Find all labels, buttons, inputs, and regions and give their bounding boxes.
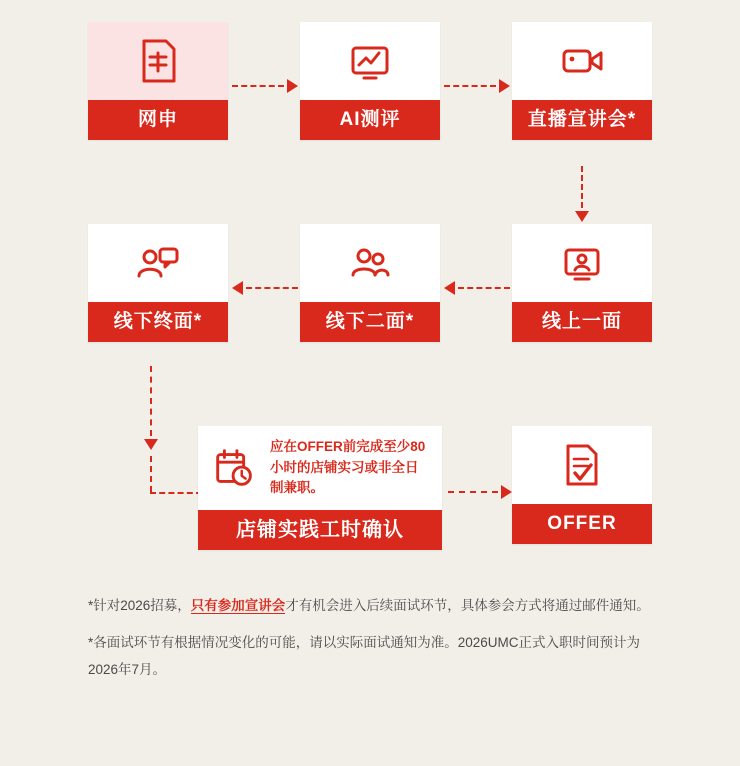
person-chat-icon xyxy=(88,224,228,302)
arrow-practice-to-offer xyxy=(448,486,512,498)
flow-node-offer[interactable] xyxy=(512,426,652,544)
flow-node-label: 店铺实践工时确认 xyxy=(198,510,442,550)
online-interview-icon xyxy=(512,224,652,302)
footnote-2-text: *各面试环节有根据情况变化的可能，请以实际面试通知为准。2026UMC正式入职时间预计为2026年7月。 xyxy=(88,635,641,677)
store-practice-note: 应在OFFER前完成至少80小时的店铺实习或非全日制兼职。 xyxy=(270,438,426,496)
video-camera-icon xyxy=(512,22,652,100)
document-icon xyxy=(88,22,228,100)
calendar-clock-icon xyxy=(210,443,260,493)
arrow-livestream-to-online-interview xyxy=(576,166,588,222)
footnote-1 xyxy=(88,592,654,619)
flow-node-store-practice-hours[interactable] xyxy=(198,426,442,550)
arrow-ai-to-livestream xyxy=(444,80,510,92)
chart-monitor-icon xyxy=(300,22,440,100)
arrow-second-to-final xyxy=(232,282,298,294)
flow-node-label: 线下二面* xyxy=(300,302,440,342)
footnote-1-part-2: 才有机会进入后续面试环节，具体参会方式将通过邮件通知。 xyxy=(285,598,650,613)
arrow-application-to-ai xyxy=(232,80,298,92)
flow-node-label: OFFER xyxy=(512,504,652,544)
flow-node-ai-assessment[interactable] xyxy=(300,22,440,140)
checklist-document-icon xyxy=(512,426,652,504)
flow-node-label: 线上一面 xyxy=(512,302,652,342)
flow-node-application[interactable] xyxy=(88,22,228,140)
flow-node-livestream[interactable] xyxy=(512,22,652,140)
flow-node-label: 网申 xyxy=(88,100,228,140)
flow-node-label: 直播宣讲会* xyxy=(512,100,652,140)
footnote-2 xyxy=(88,629,654,683)
footnotes xyxy=(88,592,654,693)
flow-node-label: 线下终面* xyxy=(88,302,228,342)
arrow-online-to-offline-second xyxy=(444,282,510,294)
flow-node-online-first-interview[interactable] xyxy=(512,224,652,342)
flow-node-offline-second-interview[interactable] xyxy=(300,224,440,342)
footnote-1-emphasis: 只有参加宣讲会 xyxy=(190,598,286,613)
flow-node-offline-final-interview[interactable] xyxy=(88,224,228,342)
two-people-icon xyxy=(300,224,440,302)
footnote-1-part-1: *针对2026招募， xyxy=(88,598,191,613)
flow-node-label: AI测评 xyxy=(300,100,440,140)
